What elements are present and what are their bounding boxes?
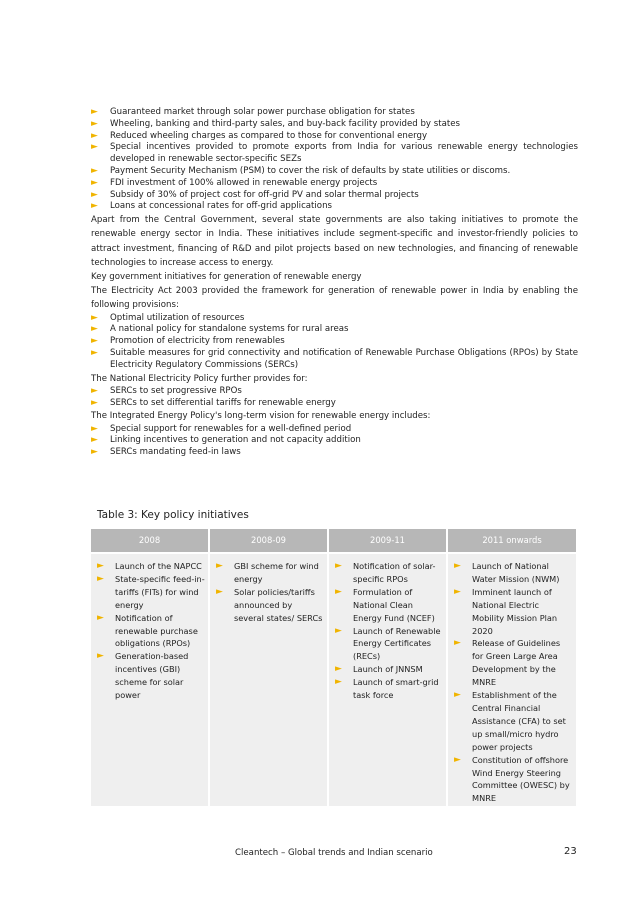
list-item: ► SERCs to set differential tariffs for renewable energy bbox=[91, 397, 336, 408]
list-item: ► State-specific feed-in-tariffs (FITs) for wind energy bbox=[97, 573, 205, 610]
arrow-bullet-icon: ► bbox=[97, 573, 104, 584]
table-column-header: 2011 onwards bbox=[448, 529, 576, 554]
list-item: ► Suitable measures for grid connectivity and notification of Renewable Purchase Obligations (RPOs) by State Electricity Regulatory Commissions (SERCs) bbox=[91, 347, 578, 370]
arrow-bullet-icon: ► bbox=[97, 561, 104, 571]
list-item: ► Launch of Renewable Energy Certificates (RECs) bbox=[335, 625, 441, 662]
list-item: ► Special incentives provided to promote exports from India for various renewable energy technologies developed in renewable sector-specific SEZs bbox=[91, 142, 578, 165]
integrated-bullet-list bbox=[91, 424, 578, 459]
list-item: ► Promotion of electricity from renewables bbox=[91, 336, 285, 347]
list-item: ► Linking incentives to generation and not capacity addition bbox=[91, 435, 361, 446]
list-item: ► Subsidy of 30% of project cost for off-grid PV and solar thermal projects bbox=[91, 189, 419, 200]
list-item: ► Launch of the NAPCC bbox=[97, 561, 202, 571]
arrow-bullet-icon: ► bbox=[335, 677, 342, 688]
footer-title: Cleantech – Global trends and Indian scenario bbox=[235, 848, 433, 858]
list-item: ► A national policy for standalone systems for rural areas bbox=[91, 324, 349, 335]
table-column-2008-09 bbox=[210, 529, 327, 806]
electricity-bullet-list bbox=[91, 313, 578, 372]
central-government-paragraph: Apart from the Central Government, several state governments are also taking initiatives to promote the renewable energy sector in India. These initiatives include segment-specific and investor-friendly policies to attract investment, financing of R&D and pilot projects based on new technologies, and financing of renewable technologies to increase access to energy. bbox=[91, 215, 578, 268]
national-policy-paragraph: The National Electricity Policy further provides for: bbox=[91, 373, 308, 384]
arrow-bullet-icon: ► bbox=[91, 165, 98, 176]
arrow-bullet-icon: ► bbox=[91, 385, 98, 396]
intro-bullet-list bbox=[91, 107, 578, 213]
arrow-bullet-icon: ► bbox=[91, 312, 98, 323]
arrow-bullet-icon: ► bbox=[454, 561, 461, 571]
arrow-bullet-icon: ► bbox=[91, 423, 98, 434]
list-item: ► Establishment of the Central Financial Assistance (CFA) to set up small/micro hydro power projects bbox=[454, 690, 566, 752]
arrow-bullet-icon: ► bbox=[91, 336, 98, 347]
integrated-policy-paragraph: The Integrated Energy Policy's long-term vision for renewable energy includes: bbox=[91, 411, 431, 422]
arrow-bullet-icon: ► bbox=[91, 142, 98, 153]
list-item: ► Notification of solar-specific RPOs bbox=[335, 561, 436, 584]
table-column-header: 2008-09 bbox=[210, 529, 327, 554]
list-item: ► Solar policies/tariffs announced by several states/ SERCs bbox=[216, 586, 323, 623]
list-item: ► Launch of National Water Mission (NWM) bbox=[454, 561, 560, 584]
national-bullet-list bbox=[91, 386, 578, 410]
list-item: ► SERCs to set progressive RPOs bbox=[91, 385, 242, 396]
list-item: ► Constitution of offshore Wind Energy Steering Committee (OWESC) by MNRE bbox=[454, 754, 570, 804]
list-item: ► Loans at concessional rates for off-grid applications bbox=[91, 201, 332, 212]
list-item: ► Launch of smart-grid task force bbox=[335, 677, 439, 701]
list-item: ► Notification of renewable purchase obligations (RPOs) bbox=[97, 612, 198, 649]
main-content bbox=[91, 107, 578, 459]
arrow-bullet-icon: ► bbox=[91, 201, 98, 212]
table-cell bbox=[210, 554, 327, 625]
arrow-bullet-icon: ► bbox=[91, 177, 98, 188]
arrow-bullet-icon: ► bbox=[335, 586, 342, 597]
arrow-bullet-icon: ► bbox=[91, 130, 98, 141]
page-number: 23 bbox=[564, 846, 577, 857]
table-column-2009-11 bbox=[329, 529, 446, 806]
table-cell bbox=[91, 554, 208, 702]
list-item: ► Special support for renewables for a well-defined period bbox=[91, 423, 352, 434]
list-item: ► Optimal utilization of resources bbox=[91, 312, 245, 323]
list-item: ► Wheeling, banking and third-party sales, and buy-back facility provided by states bbox=[91, 118, 461, 129]
arrow-bullet-icon: ► bbox=[216, 561, 223, 571]
arrow-bullet-icon: ► bbox=[216, 586, 223, 597]
electricity-act-paragraph: The Electricity Act 2003 provided the framework for generation of renewable power in India by enabling the following provisions: bbox=[91, 286, 578, 311]
arrow-bullet-icon: ► bbox=[97, 651, 104, 662]
table-column-header: 2008 bbox=[91, 529, 208, 554]
list-item: ► Imminent launch of National Electric Mobility Mission Plan 2020 bbox=[454, 586, 558, 636]
list-item: ► Launch of JNNSM bbox=[335, 664, 423, 675]
arrow-bullet-icon: ► bbox=[335, 561, 342, 571]
table-column-2008 bbox=[91, 529, 208, 806]
table-cell bbox=[329, 554, 446, 702]
arrow-bullet-icon: ► bbox=[91, 189, 98, 200]
table-cell bbox=[448, 554, 576, 805]
arrow-bullet-icon: ► bbox=[91, 118, 98, 129]
arrow-bullet-icon: ► bbox=[91, 347, 98, 358]
arrow-bullet-icon: ► bbox=[91, 107, 98, 117]
table-column-2011-onwards bbox=[448, 529, 576, 806]
list-item: ► GBI scheme for wind energy bbox=[216, 561, 319, 584]
list-item: ► Reduced wheeling charges as compared to those for conventional energy bbox=[91, 130, 428, 141]
policy-table bbox=[91, 529, 576, 806]
arrow-bullet-icon: ► bbox=[454, 638, 461, 649]
list-item: ► Payment Security Mechanism (PSM) to cover the risk of defaults by state utilities or discoms. bbox=[91, 165, 511, 176]
arrow-bullet-icon: ► bbox=[91, 435, 98, 446]
list-item: ► SERCs mandating feed-in laws bbox=[91, 447, 241, 458]
table-column-header: 2009-11 bbox=[329, 529, 446, 554]
arrow-bullet-icon: ► bbox=[91, 324, 98, 335]
list-item: ► Generation-based incentives (GBI) scheme for solar power bbox=[97, 651, 189, 701]
list-item: ► FDI investment of 100% allowed in renewable energy projects bbox=[91, 177, 378, 188]
key-initiatives-heading: Key government initiatives for generation of renewable energy bbox=[91, 271, 362, 282]
list-item: ► Release of Guidelines for Green Large Area Development by the MNRE bbox=[454, 638, 561, 688]
list-item: ► Guaranteed market through solar power purchase obligation for states bbox=[91, 107, 415, 117]
arrow-bullet-icon: ► bbox=[454, 754, 461, 765]
arrow-bullet-icon: ► bbox=[91, 397, 98, 408]
list-item: ► Formulation of National Clean Energy Fund (NCEF) bbox=[335, 586, 435, 623]
arrow-bullet-icon: ► bbox=[335, 664, 342, 675]
arrow-bullet-icon: ► bbox=[454, 586, 461, 597]
arrow-bullet-icon: ► bbox=[335, 625, 342, 636]
table-caption: Table 3: Key policy initiatives bbox=[97, 509, 249, 521]
arrow-bullet-icon: ► bbox=[97, 612, 104, 623]
arrow-bullet-icon: ► bbox=[454, 690, 461, 701]
arrow-bullet-icon: ► bbox=[91, 447, 98, 458]
